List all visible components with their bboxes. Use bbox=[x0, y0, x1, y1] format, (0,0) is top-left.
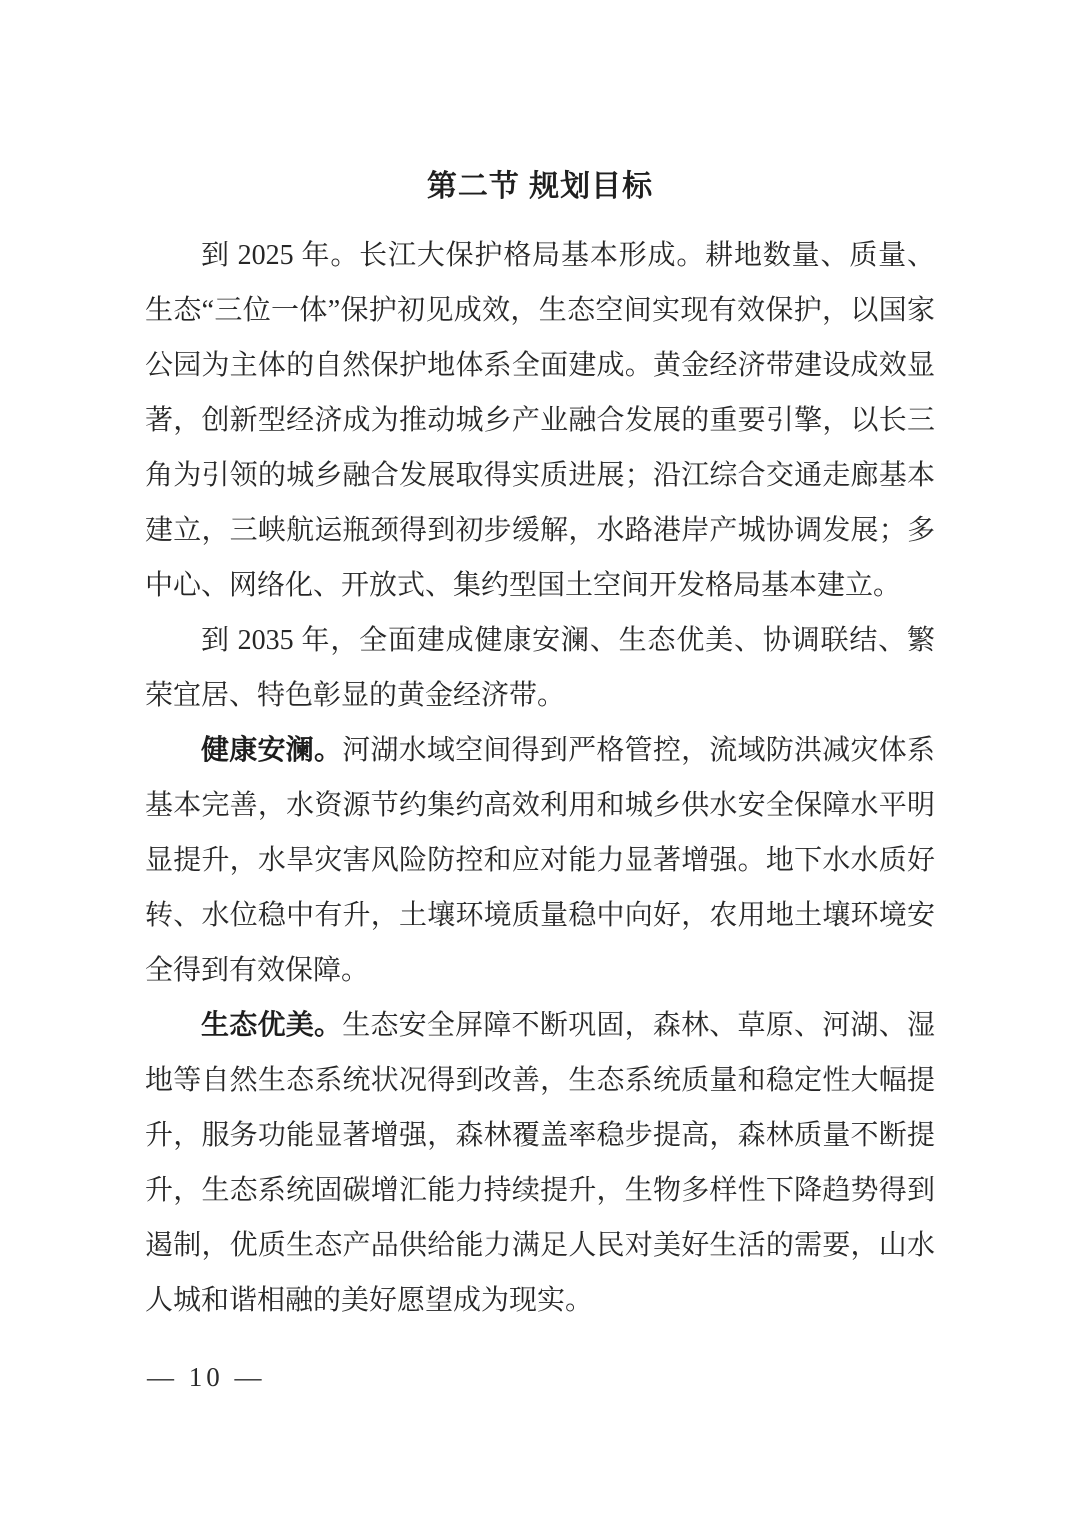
paragraph-text: 到 2035 年，全面建成健康安澜、生态优美、协调联结、繁荣宜居、特色彰显的黄金经济带。 bbox=[145, 625, 935, 711]
paragraph-2035-goals bbox=[145, 613, 935, 723]
document-body bbox=[145, 228, 935, 1328]
paragraph-2025-goals bbox=[145, 228, 935, 613]
paragraph-text: 生态安全屏障不断巩固，森林、草原、河湖、湿地等自然生态系统状况得到改善，生态系统质量和稳定性大幅提升，服务功能显著增强，森林覆盖率稳步提高，森林质量不断提升，生态系统固碳增汇能力持续提升，生物多样性下降趋势得到遏制，优质生态产品供给能力满足人民对美好生活的需要，山水人城和谐相融的美好愿望成为现实。 bbox=[145, 1010, 935, 1316]
paragraph-ecological-beauty bbox=[145, 998, 935, 1328]
page-number: — 10 — bbox=[147, 1362, 266, 1392]
paragraph-healthy-rivers bbox=[145, 723, 935, 998]
paragraph-text: 到 2025 年。长江大保护格局基本形成。耕地数量、质量、生态“三位一体”保护初见成效，生态空间实现有效保护，以国家公园为主体的自然保护地体系全面建成。黄金经济带建设成效显著，创新型经济成为推动城乡产业融合发展的重要引擎，以长三角为引领的城乡融合发展取得实质进展；沿江综合交通走廊基本建立，三峡航运瓶颈得到初步缓解，水路港岸产城协调发展；多中心、网络化、开放式、集约型国土空间开发格局基本建立。 bbox=[145, 240, 935, 601]
paragraph-text: 河湖水域空间得到严格管控，流域防洪减灾体系基本完善，水资源节约集约高效利用和城乡供水安全保障水平明显提升，水旱灾害风险防控和应对能力显著增强。地下水水质好转、水位稳中有升，土壤环境质量稳中向好，农用地土壤环境安全得到有效保障。 bbox=[145, 735, 935, 986]
paragraph-lead: 生态优美。 bbox=[201, 1010, 343, 1041]
paragraph-lead: 健康安澜。 bbox=[201, 735, 343, 766]
section-title: 第二节 规划目标 bbox=[426, 170, 654, 203]
